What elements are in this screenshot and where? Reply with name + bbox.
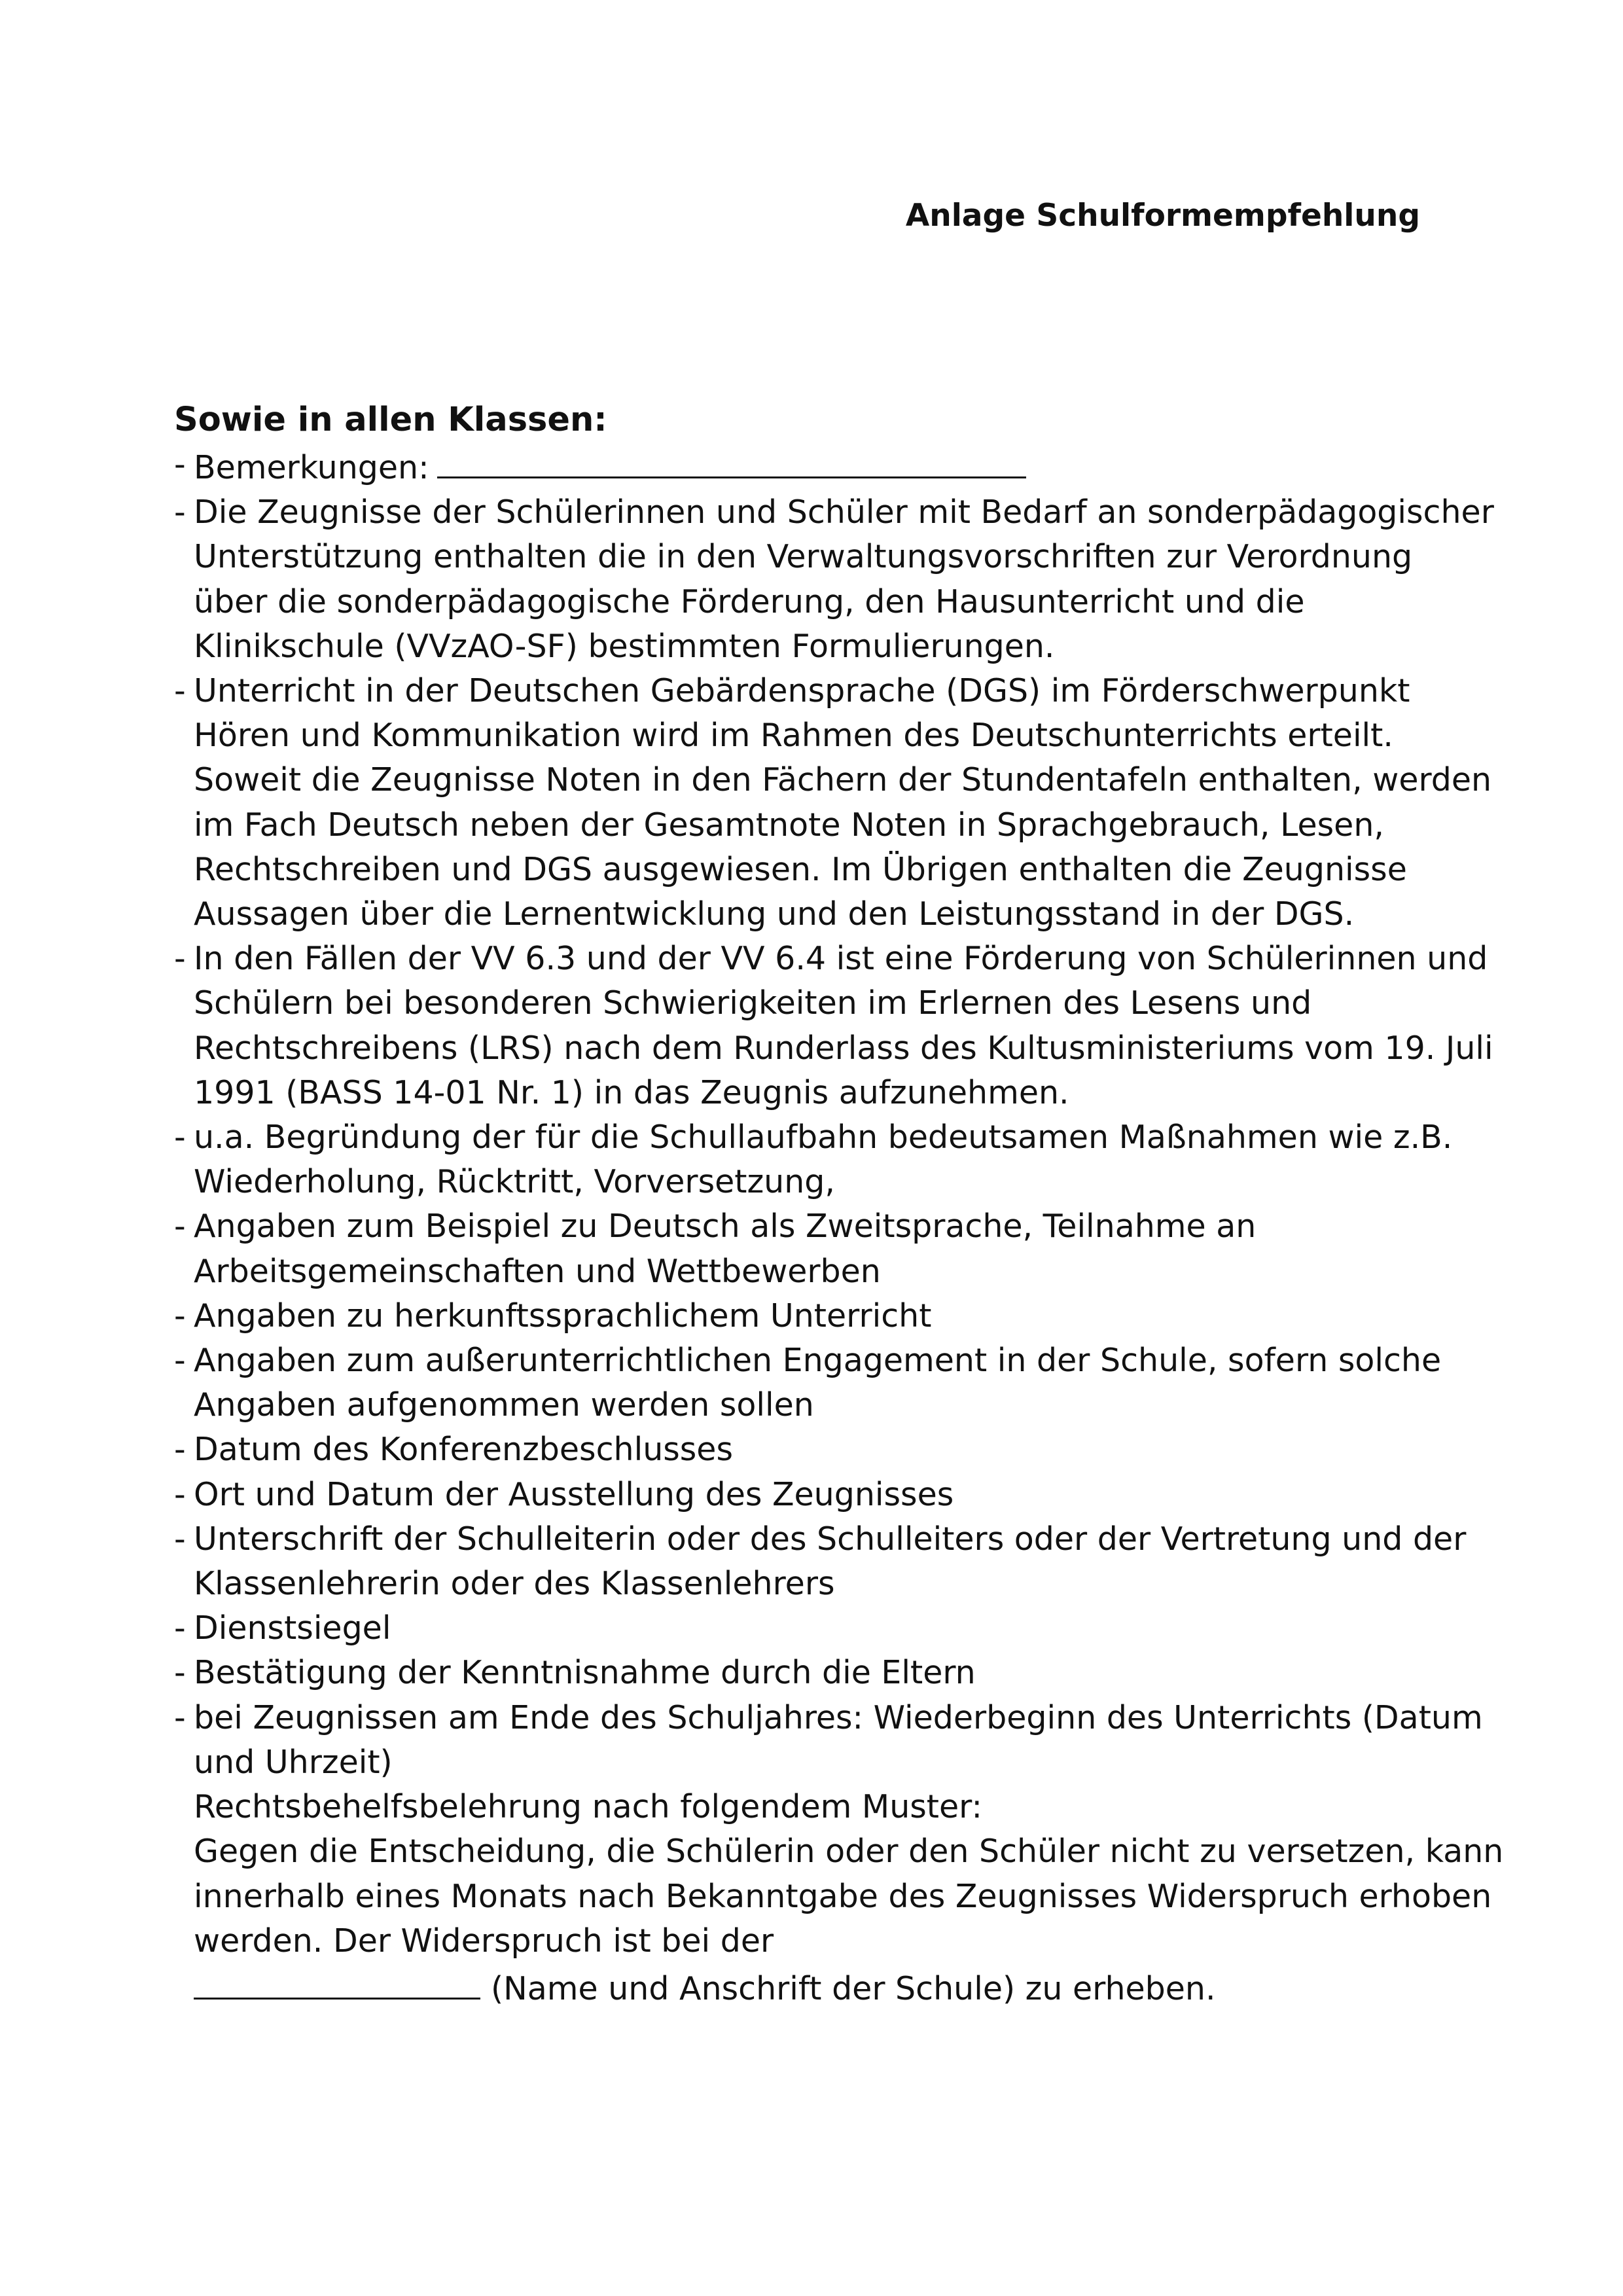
schule-name-hint: (Name und Anschrift der Schule) zu erheben. — [491, 1969, 1216, 2007]
list-item-dienstsiegel — [174, 1606, 1444, 1651]
item-line: In den Fällen der VV 6.3 und der VV 6.4 ist eine Förderung von Schülerinnen und — [194, 940, 1488, 978]
bullet-dash: - — [174, 1119, 186, 1157]
item-line: Schülern bei besonderen Schwierigkeiten im Erlernen des Lesens und — [194, 984, 1312, 1022]
item-line: Aussagen über die Lernentwicklung und den Leistungsstand in der DGS. — [194, 895, 1355, 933]
list-item-kenntnisnahme — [174, 1651, 1444, 1695]
item-line: Rechtsbehelfsbelehrung nach folgendem Muster: — [194, 1788, 982, 1826]
item-line: innerhalb eines Monats nach Bekanntgabe des Zeugnisses Widerspruch erhoben — [194, 1877, 1492, 1915]
item-line: Dienstsiegel — [194, 1609, 391, 1647]
document-body — [174, 398, 1504, 2011]
bullet-dash: - — [174, 1609, 186, 1647]
bullet-dash: - — [174, 1654, 186, 1692]
bullet-dash: - — [174, 940, 186, 978]
item-line: Angaben aufgenommen werden sollen — [194, 1386, 814, 1424]
item-line: Angaben zu herkunftssprachlichem Unterricht — [194, 1297, 932, 1335]
bullet-dash: - — [174, 446, 186, 483]
bullet-dash: - — [174, 493, 186, 531]
list-item-deutsch-zweitsprache — [174, 1204, 1444, 1293]
item-line: Gegen die Entscheidung, die Schülerin oder den Schüler nicht zu versetzen, kann — [194, 1833, 1504, 1871]
item-line: Unterricht in der Deutschen Gebärdensprache (DGS) im Förderschwerpunkt — [194, 672, 1410, 710]
item-line: 1991 (BASS 14-01 Nr. 1) in das Zeugnis aufzunehmen. — [194, 1073, 1069, 1111]
item-line: über die sonderpädagogische Förderung, den Hausunterricht und die — [194, 583, 1305, 620]
bullet-dash: - — [174, 1698, 186, 1736]
requirements-list — [174, 442, 1504, 2011]
item-line — [194, 1964, 1444, 2011]
schule-blank-line[interactable] — [194, 1964, 480, 2000]
item-line: werden. Der Widerspruch ist bei der — [194, 1922, 774, 1960]
item-line: u.a. Begründung der für die Schullaufbahn bedeutsamen Maßnahmen wie z.B. — [194, 1119, 1453, 1157]
item-line: Klinikschule (VVzAO-SF) bestimmten Formulierungen. — [194, 627, 1055, 665]
item-line — [194, 442, 1444, 490]
bullet-dash: - — [174, 1208, 186, 1246]
item-line: Hören und Kommunikation wird im Rahmen des Deutschunterrichts erteilt. — [194, 717, 1393, 755]
item-line: Unterstützung enthalten die in den Verwaltungsvorschriften zur Verordnung — [194, 538, 1413, 576]
section-heading: Sowie in allen Klassen: — [174, 401, 607, 439]
bullet-dash: - — [174, 1475, 186, 1513]
bullet-dash: - — [174, 1342, 186, 1380]
item-line: Rechtschreiben und DGS ausgewiesen. Im Übrigen enthalten die Zeugnisse — [194, 850, 1407, 888]
bullet-dash: - — [174, 1520, 186, 1558]
list-item-bemerkungen — [174, 442, 1444, 490]
bullet-dash: - — [174, 1431, 186, 1469]
item-line: Angaben zum außerunterrichtlichen Engagement in der Schule, sofern solche — [194, 1342, 1442, 1380]
list-item-konferenzbeschluss — [174, 1427, 1444, 1472]
list-item-dgs-unterricht — [174, 669, 1492, 937]
list-item-engagement — [174, 1338, 1444, 1427]
document-header-title: Anlage Schulformempfehlung — [905, 198, 1420, 234]
list-item-schullaufbahn-massnahmen — [174, 1115, 1453, 1204]
item-line: bei Zeugnissen am Ende des Schuljahres: Wiederbeginn des Unterrichts (Datum — [194, 1698, 1483, 1736]
bemerkungen-blank-line[interactable] — [437, 442, 1026, 478]
list-item-lrs-foerderung — [174, 937, 1493, 1115]
item-line: Arbeitsgemeinschaften und Wettbewerben — [194, 1252, 881, 1290]
list-item-ort-datum — [174, 1473, 1444, 1517]
item-line: Bestätigung der Kenntnisnahme durch die Eltern — [194, 1654, 976, 1692]
item-line: Datum des Konferenzbeschlusses — [194, 1431, 733, 1469]
bullet-dash: - — [174, 1297, 186, 1335]
item-line: Angaben zum Beispiel zu Deutsch als Zweitsprache, Teilnahme an — [194, 1208, 1257, 1246]
item-line: Die Zeugnisse der Schülerinnen und Schüler mit Bedarf an sonderpädagogischer — [194, 493, 1494, 531]
item-line: Klassenlehrerin oder des Klassenlehrers — [194, 1565, 835, 1603]
item-line: und Uhrzeit) — [194, 1743, 393, 1781]
list-item-zeugnisse-sonderpaedagogik — [174, 490, 1494, 669]
bemerkungen-label: Bemerkungen: — [194, 449, 429, 486]
item-line: Unterschrift der Schulleiterin oder des Schulleiters oder der Vertretung und der — [194, 1520, 1467, 1558]
item-line: Ort und Datum der Ausstellung des Zeugnisses — [194, 1475, 954, 1513]
item-line: im Fach Deutsch neben der Gesamtnote Noten in Sprachgebrauch, Lesen, — [194, 806, 1384, 844]
list-item-unterschrift — [174, 1517, 1467, 1606]
item-line: Wiederholung, Rücktritt, Vorversetzung, — [194, 1163, 835, 1201]
bullet-dash: - — [174, 672, 186, 710]
list-item-herkunftssprache — [174, 1294, 1444, 1338]
list-item-wiederbeginn-rechtsbehelf — [174, 1696, 1504, 2011]
item-line: Soweit die Zeugnisse Noten in den Fächern der Stundentafeln enthalten, werden — [194, 761, 1492, 799]
item-line: Rechtschreibens (LRS) nach dem Runderlass des Kultusministeriums vom 19. Juli — [194, 1029, 1493, 1067]
